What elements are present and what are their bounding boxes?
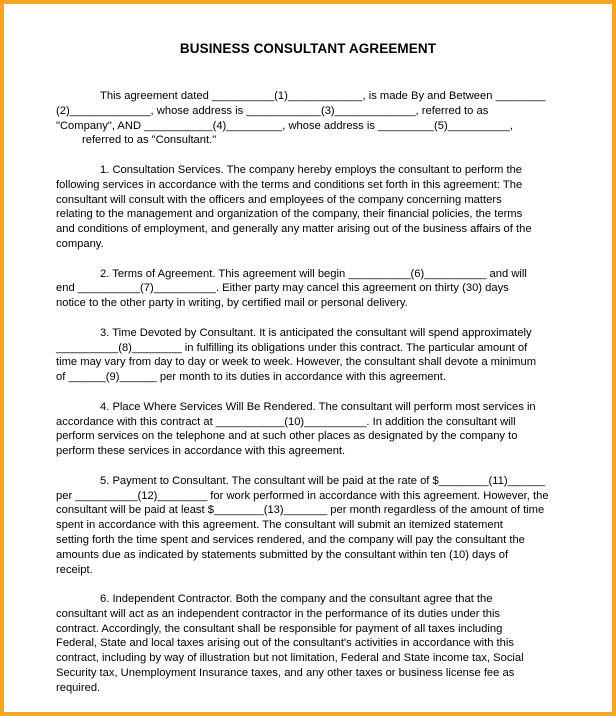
section-consultation-services: 1. Consultation Services. The company hereby employs the consultant to perform the following services in accordance with the terms and conditions set forth in this agreement: The consultant will consult with the officers and employees of the company concerning matters relating to the management and organization of the company, their financial policies, the terms and conditions of employment, and generally any matter arising out of the business affairs of the company. xyxy=(56,163,532,250)
intro-line: "Company", AND ___________(4)_________, whose address is _________(5)__________, xyxy=(56,119,514,132)
intro-paragraph xyxy=(56,89,576,148)
section-independent-contractor: 6. Independent Contractor. Both the company and the consultant agree that the consultant will act as an independent contractor in the performance of its duties under this contract. Accordingly, the consultant shall be responsible for payment of all taxes including Federal, State and local taxes arising out of the consultant's activities in accordance with this contract, including by way of illustration but not limitation, Federal and State income tax, Social Security tax, Unemployment Insurance taxes, and any other taxes or business license fee as required. xyxy=(56,593,524,694)
section-place-of-services: 4. Place Where Services Will Be Rendered. The consultant will perform most services in accordance with this contract at ___________(10)__________. In addition the consultant will perform services on the telephone and at such other places as designated by the company to perform these services in accordance with this agreement. xyxy=(56,400,536,458)
intro-line: referred to as "Consultant." xyxy=(82,134,217,147)
section-time-devoted: 3. Time Devoted by Consultant. It is anticipated the consultant will spend approximately __________(8)________ in fulfilling its obligations under this contract. The particular amount of time may vary from day to day or week to week. However, the consultant shall devote a minimum of ______(9)______ per month to its duties in accordance with this agreement. xyxy=(56,326,537,384)
section-terms-of-agreement: 2. Terms of Agreement. This agreement will begin __________(6)__________ and will end __________(7)__________. Either party may cancel this agreement on thirty (30) days notice to the other party in writing, by certified mail or personal delivery. xyxy=(56,267,527,310)
intro-line: (2)_____________, whose address is ____________(3)_____________, referred to as xyxy=(56,104,489,117)
intro-line: This agreement dated __________(1)____________, is made By and Between ________ xyxy=(100,90,546,102)
document-body xyxy=(56,89,576,710)
document-title: BUSINESS CONSULTANT AGREEMENT xyxy=(179,41,437,56)
section-payment: 5. Payment to Consultant. The consultant will be paid at the rate of $________(11)______ per __________(12)________ for work performed in accordance with this agreement. However, the consultant will be paid at least $________(13)_______ per month regardless of the amount of time spent in accordance with this agreement. The consultant will submit an itemized statement setting forth the time spent and services rendered, and the company will pay the consultant the amounts due as indicated by statements submitted by the consultant within ten (10) days of receipt. xyxy=(56,474,549,576)
